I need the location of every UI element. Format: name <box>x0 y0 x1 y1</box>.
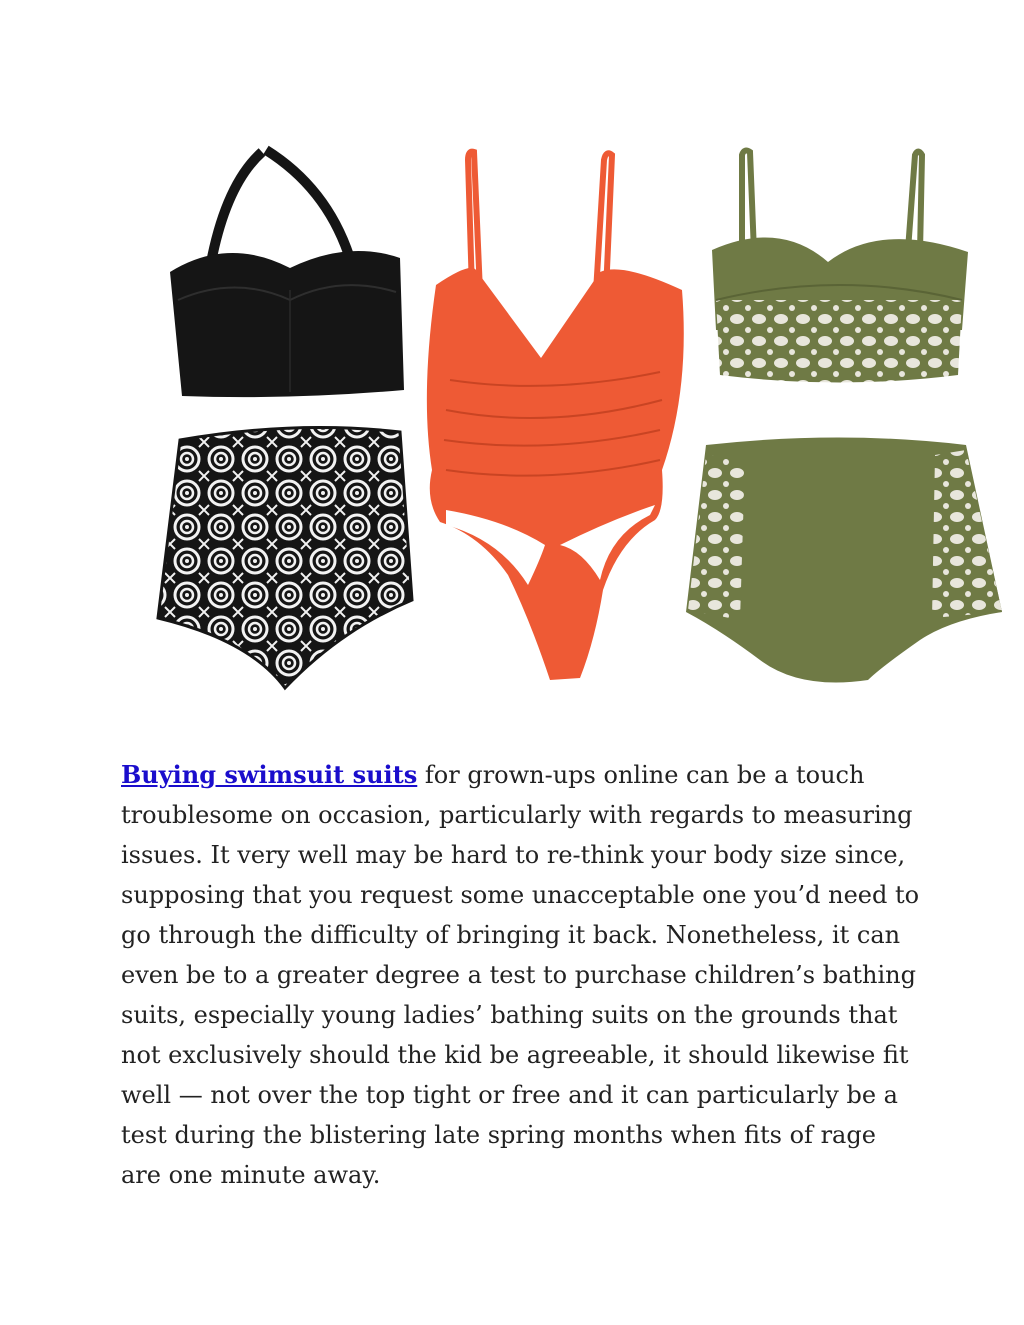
coral-one-piece-swimsuit <box>427 152 684 680</box>
black-halter-bikini-top <box>170 150 404 397</box>
article-paragraph <box>121 755 921 1195</box>
olive-lace-high-waist-bottom <box>686 438 1002 683</box>
olive-bandeau-bikini-top <box>712 151 968 383</box>
buying-swimsuit-suits-link[interactable]: Buying swimsuit suits <box>121 760 418 789</box>
article-body-text: for grown-ups online can be a touch troublesome on occasion, particularly with regards to measuring issues. It very well may be hard to re-think your body size since, supposing that you request some unacceptable one you’d need to go through the difficulty of bringing it back. Nonetheless, it can even be to a greater degree a test to purchase children’s bathing suits, especially young ladies’ bathing suits on the grounds that not exclusively should the kid be agreeable, it should likewise fit well — not over the top tight or free and it can particularly be a test during the blistering late spring months when fits of rage are one minute away. <box>121 761 920 1189</box>
swimsuit-product-image <box>150 140 1010 700</box>
patterned-high-waist-bottom <box>158 428 412 689</box>
